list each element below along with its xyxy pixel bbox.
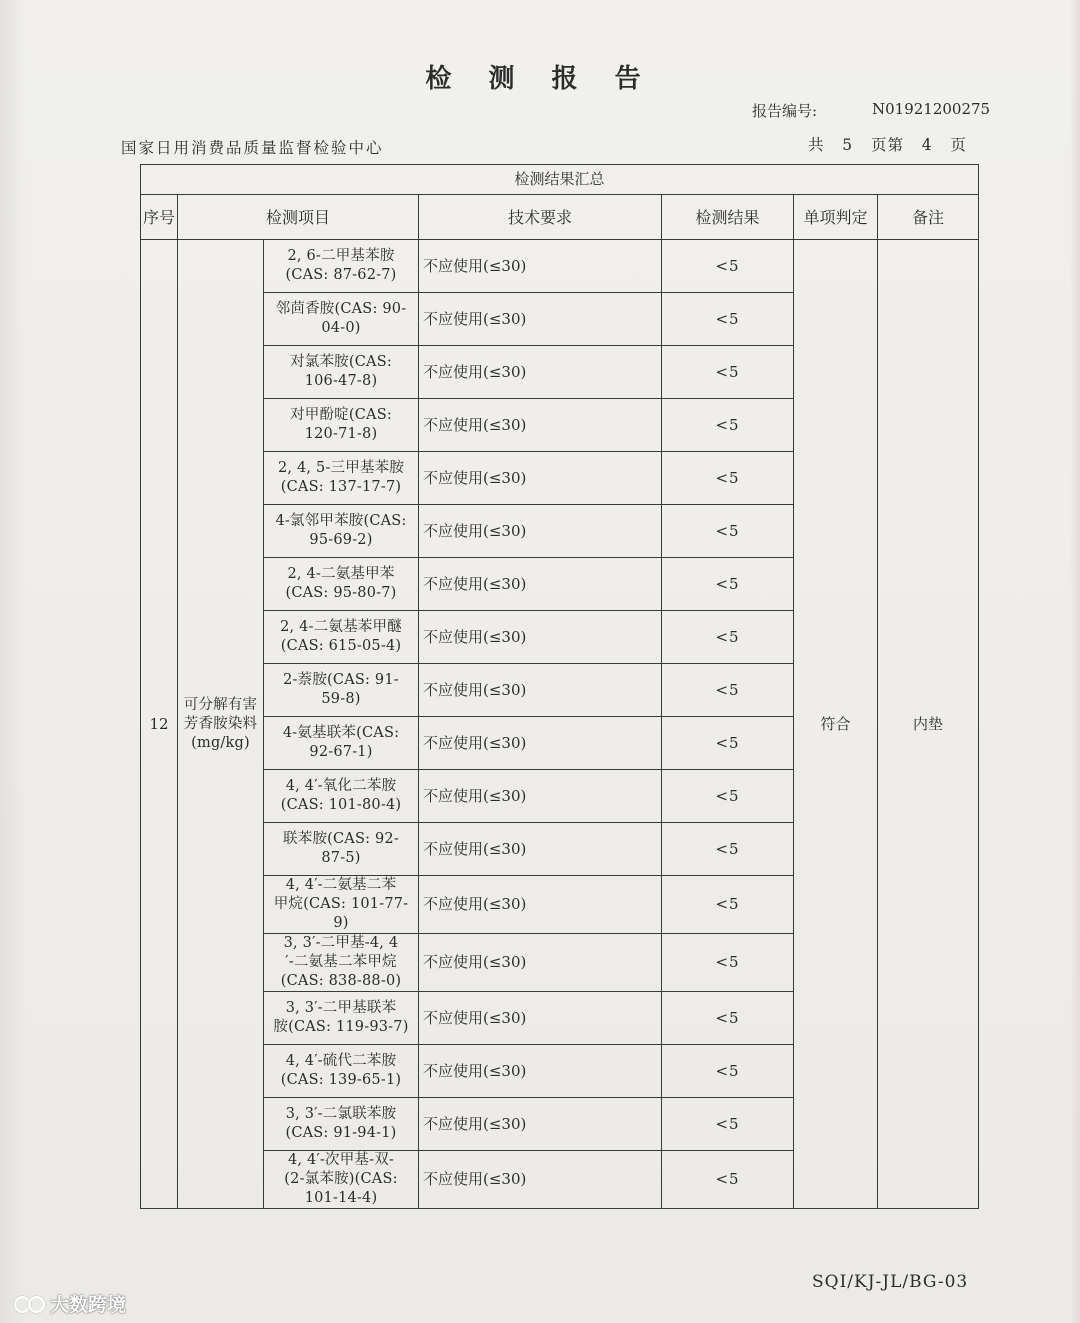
result-cell: <5 [662, 558, 794, 611]
test-item-line: ′-二氨基二苯甲烷 [285, 954, 397, 970]
requirement-cell: 不应使用(≤30) [419, 770, 662, 823]
judgment-cell: 符合 [794, 240, 878, 1209]
requirement-cell: 不应使用(≤30) [419, 611, 662, 664]
test-item-line: (CAS: 139-65-1) [280, 1072, 402, 1088]
test-item-line: 4, 4′-氧化二苯胺 [285, 778, 397, 794]
test-item-line: 邻茴香胺(CAS: 90- [275, 301, 407, 317]
requirement-cell: 不应使用(≤30) [419, 664, 662, 717]
test-item-cell [264, 823, 419, 876]
watermark [12, 1290, 126, 1317]
page-current: 4 [921, 136, 933, 154]
requirement-cell: 不应使用(≤30) [419, 399, 662, 452]
test-item-line: 2, 4-二氨基苯甲醚 [280, 619, 402, 635]
test-item-line: 87-5) [321, 850, 361, 866]
test-item-line: 4, 4′-二氨基二苯 [285, 877, 397, 893]
test-item-line: (CAS: 838-88-0) [280, 973, 402, 989]
test-item-line: 4, 4′-硫代二苯胺 [285, 1053, 397, 1069]
test-item-line: 2, 6-二甲基苯胺 [287, 248, 395, 264]
form-code: SQI/KJ-JL/BG-03 [812, 1272, 969, 1292]
organization-name: 国家日用消费品质量监督检验中心 [121, 139, 384, 157]
requirement-cell: 不应使用(≤30) [419, 452, 662, 505]
result-cell: <5 [662, 992, 794, 1045]
result-cell: <5 [662, 240, 794, 293]
paper-edge-right [1070, 0, 1080, 1323]
test-item-line: (2-氯苯胺)(CAS: [284, 1171, 398, 1187]
test-item-line: 2-萘胺(CAS: 91- [283, 672, 399, 688]
test-item-line: (CAS: 87-62-7) [285, 267, 397, 283]
test-item-cell [264, 452, 419, 505]
test-item-cell [264, 611, 419, 664]
test-item-cell [264, 664, 419, 717]
requirement-cell: 不应使用(≤30) [419, 934, 662, 992]
result-cell: <5 [662, 293, 794, 346]
test-item-line: (CAS: 91-94-1) [285, 1125, 397, 1141]
test-item-cell [264, 293, 419, 346]
test-item-line: 3, 3′-二甲基-4, 4 [283, 935, 399, 951]
requirement-cell: 不应使用(≤30) [419, 1151, 662, 1209]
watermark-logo-icon [12, 1294, 46, 1314]
result-cell: <5 [662, 717, 794, 770]
test-item-cell [264, 240, 419, 293]
requirement-cell: 不应使用(≤30) [419, 992, 662, 1045]
remark-cell: 内垫 [878, 240, 979, 1209]
report-number [752, 100, 991, 121]
result-cell: <5 [662, 1151, 794, 1209]
requirement-cell: 不应使用(≤30) [419, 240, 662, 293]
result-cell: <5 [662, 770, 794, 823]
result-cell: <5 [662, 1098, 794, 1151]
result-cell: <5 [662, 823, 794, 876]
test-item-line: 3, 3′-二甲基联苯 [285, 1000, 397, 1016]
test-item-line: 4-氨基联苯(CAS: [282, 725, 400, 741]
test-item-line: 101-14-4) [304, 1190, 378, 1206]
requirement-cell: 不应使用(≤30) [419, 293, 662, 346]
test-item-line: (CAS: 101-80-4) [280, 797, 402, 813]
test-item-cell [264, 992, 419, 1045]
test-item-cell [264, 505, 419, 558]
test-item-line: 对氯苯胺(CAS: [290, 354, 392, 370]
page-mid: 页第 [870, 136, 904, 154]
test-item-cell [264, 770, 419, 823]
test-item-cell [264, 934, 419, 992]
requirement-cell: 不应使用(≤30) [419, 717, 662, 770]
test-item-cell [264, 876, 419, 934]
test-item-cell [264, 558, 419, 611]
category-line: (mg/kg) [191, 734, 250, 751]
result-cell: <5 [662, 399, 794, 452]
results-table-body [141, 240, 979, 1209]
test-item-line: 95-69-2) [309, 532, 373, 548]
report-title: 检 测 报 告 [425, 64, 655, 94]
test-item-line: 2, 4, 5-三甲基苯胺 [277, 460, 405, 476]
test-item-line: 4, 4′-次甲基-双- [287, 1152, 395, 1168]
page-indicator [808, 133, 967, 155]
test-item-cell [264, 399, 419, 452]
result-cell: <5 [662, 452, 794, 505]
test-item-line: 甲烷(CAS: 101-77- [273, 896, 409, 912]
result-cell: <5 [662, 664, 794, 717]
test-item-line: (CAS: 137-17-7) [280, 479, 402, 495]
result-cell: <5 [662, 934, 794, 992]
report-number-label: 报告编号: [752, 102, 818, 120]
requirement-cell: 不应使用(≤30) [419, 1098, 662, 1151]
seq-cell: 12 [141, 240, 178, 1209]
summary-title: 检测结果汇总 [141, 165, 979, 195]
category-line: 芳香胺染料 [183, 715, 258, 732]
test-item-line: 59-8) [321, 691, 361, 707]
requirement-cell: 不应使用(≤30) [419, 505, 662, 558]
test-item-line: 2, 4-二氨基甲苯 [287, 566, 395, 582]
test-item-line: 106-47-8) [304, 373, 378, 389]
requirement-cell: 不应使用(≤30) [419, 1045, 662, 1098]
page-suffix: 页 [950, 136, 967, 154]
test-item-line: 对甲酚啶(CAS: [290, 407, 392, 423]
test-item-cell [264, 346, 419, 399]
col-header-remark: 备注 [878, 195, 979, 240]
test-item-line: 4-氯邻甲苯胺(CAS: [275, 513, 407, 529]
test-item-line: 9) [333, 915, 349, 931]
result-cell: <5 [662, 876, 794, 934]
result-cell: <5 [662, 1045, 794, 1098]
page-total-prefix: 共 [808, 136, 825, 154]
col-header-requirement: 技术要求 [419, 195, 662, 240]
requirement-cell: 不应使用(≤30) [419, 558, 662, 611]
test-item-cell [264, 717, 419, 770]
requirement-cell: 不应使用(≤30) [419, 346, 662, 399]
test-item-line: (CAS: 95-80-7) [285, 585, 397, 601]
category-line: 可分解有害 [183, 696, 258, 713]
test-item-line: 120-71-8) [304, 426, 378, 442]
col-header-seq: 序号 [141, 195, 178, 240]
requirement-cell: 不应使用(≤30) [419, 823, 662, 876]
test-item-cell [264, 1151, 419, 1209]
col-header-result: 检测结果 [662, 195, 794, 240]
result-cell: <5 [662, 505, 794, 558]
table-row [141, 240, 979, 293]
results-table [140, 164, 979, 1209]
watermark-text: 大数跨境 [50, 1294, 127, 1316]
test-item-line: (CAS: 615-05-4) [280, 638, 402, 654]
test-item-cell [264, 1098, 419, 1151]
col-header-judgment: 单项判定 [794, 195, 878, 240]
paper-edge-left [0, 0, 26, 1323]
result-cell: <5 [662, 611, 794, 664]
test-item-line: 联苯胺(CAS: 92- [283, 831, 399, 847]
test-item-line: 04-0) [321, 320, 361, 336]
test-item-cell [264, 1045, 419, 1098]
test-item-line: 92-67-1) [309, 744, 373, 760]
requirement-cell: 不应使用(≤30) [419, 876, 662, 934]
result-cell: <5 [662, 346, 794, 399]
report-number-value: N01921200275 [872, 100, 991, 118]
category-cell [178, 240, 264, 1209]
col-header-item: 检测项目 [178, 195, 419, 240]
page-total: 5 [842, 136, 854, 154]
test-item-line: 3, 3′-二氯联苯胺 [285, 1106, 397, 1122]
test-item-line: 胺(CAS: 119-93-7) [273, 1019, 409, 1035]
